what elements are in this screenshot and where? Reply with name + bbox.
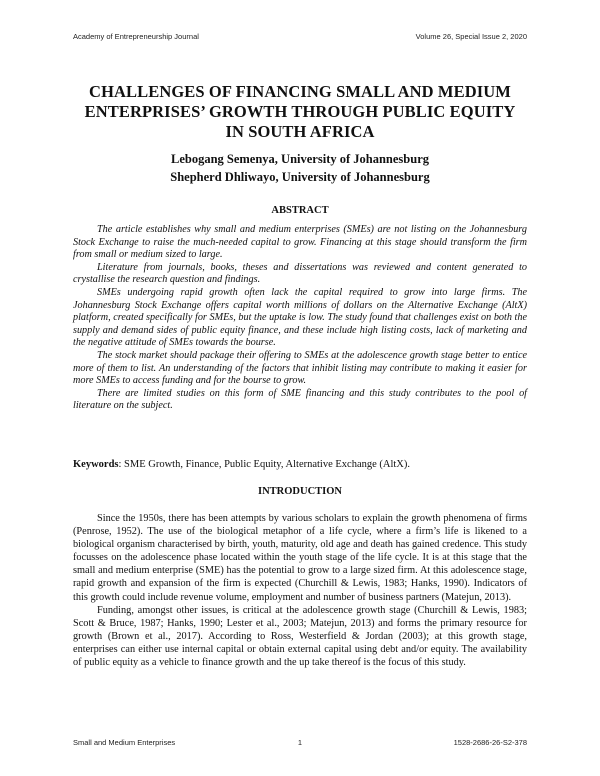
body-paragraph: Funding, amongst other issues, is critical at the adolescence growth stage (Churchill & Lewis, 1983; Scott & Bruce, 1987; Hanks, 1990; Lester et al., 2003; Matejun, 2013) and forms the primary resource for growth (Brown et al., 2017). According to Ross, Westerfield & Jordan (2003); at this growth stage, enterprises can either use internal capital or obtain external capital using debt and/or equity. The availability of public equity as a vehicle to finance growth and the up take thereof is the focus of this study.	[73, 604, 527, 669]
author-line: Lebogang Semenya, University of Johannesburg	[170, 152, 429, 166]
title-line: ENTERPRISES’ GROWTH THROUGH PUBLIC EQUITY	[84, 102, 516, 121]
footer-issn: 1528-2686-26-S2-378	[453, 738, 527, 747]
page-number: 1	[297, 738, 303, 747]
footer-section: Small and Medium Enterprises	[73, 738, 176, 747]
abstract-paragraph: The article establishes why small and medium enterprises (SMEs) are not listing on the Johannesburg Stock Exchange to raise the much-needed capital to grow. Financing at this stage should transform the firm from small or medium sized to large.	[73, 224, 527, 261]
introduction-heading: INTRODUCTION	[257, 486, 342, 497]
body-paragraph: Since the 1950s, there has been attempts by various scholars to explain the growth phenomena of firms (Penrose, 1952). The use of the biological metaphor of a life cycle, where a firm’s life is likened to a biological organism characterised by birth, youth, maturity, old age and death has gained credence. This study focusses on the adolescence phase located within the youth stage of the life cycle. It is at this stage that the small and medium enterprise (SME) has the potential to grow to a large sized firm. At this adolescence stage, rapid growth and expansion of the firm is expected (Churchill & Lewis, 1983; Hanks, 1990). Indicators of this growth could include revenue volume, employment and number of business partners (Matejun, 2013).	[73, 513, 527, 603]
journal-name: Academy of Entrepreneurship Journal	[73, 32, 199, 41]
keywords-label: Keywords	[73, 459, 119, 470]
abstract-body	[73, 224, 527, 413]
abstract-paragraph: Literature from journals, books, theses and dissertations was reviewed and content generated to crystallise the research question and findings.	[73, 261, 527, 286]
abstract-paragraph: The stock market should package their offering to SMEs at the adolescence growth stage better to entice more of them to list. An understanding of the factors that inhibit listing may contribute to making it easier for more SMEs to access funding and for the bourse to grow.	[73, 349, 527, 387]
abstract-paragraph: SMEs undergoing rapid growth often lack the capital required to grow into large firms. The Johannesburg Stock Exchange offers capital worth millions of dollars on the Alternative Exchange (AltX) platform, created specifically for SMEs, but the uptake is low. The study found that challenges exist on both the supply and demand sides of public equity finance, and these include high listing costs, lack of marketing and the negative attitude of SMEs towards the bourse.	[73, 286, 527, 349]
author-line: Shepherd Dhliwayo, University of Johannesburg	[170, 170, 430, 184]
abstract-heading: ABSTRACT	[271, 205, 329, 216]
paper-title	[73, 82, 527, 142]
author-list	[73, 150, 527, 186]
keywords-text: : SME Growth, Finance, Public Equity, Alternative Exchange (AltX).	[118, 459, 411, 470]
abstract-paragraph: There are limited studies on this form of SME financing and this study contributes to the pool of literature on the subject.	[73, 387, 527, 412]
keywords	[73, 458, 527, 471]
title-line: IN SOUTH AFRICA	[225, 122, 375, 141]
title-line: CHALLENGES OF FINANCING SMALL AND MEDIUM	[89, 82, 511, 101]
volume-info: Volume 26, Special Issue 2, 2020	[415, 32, 527, 41]
introduction-body	[73, 512, 527, 669]
